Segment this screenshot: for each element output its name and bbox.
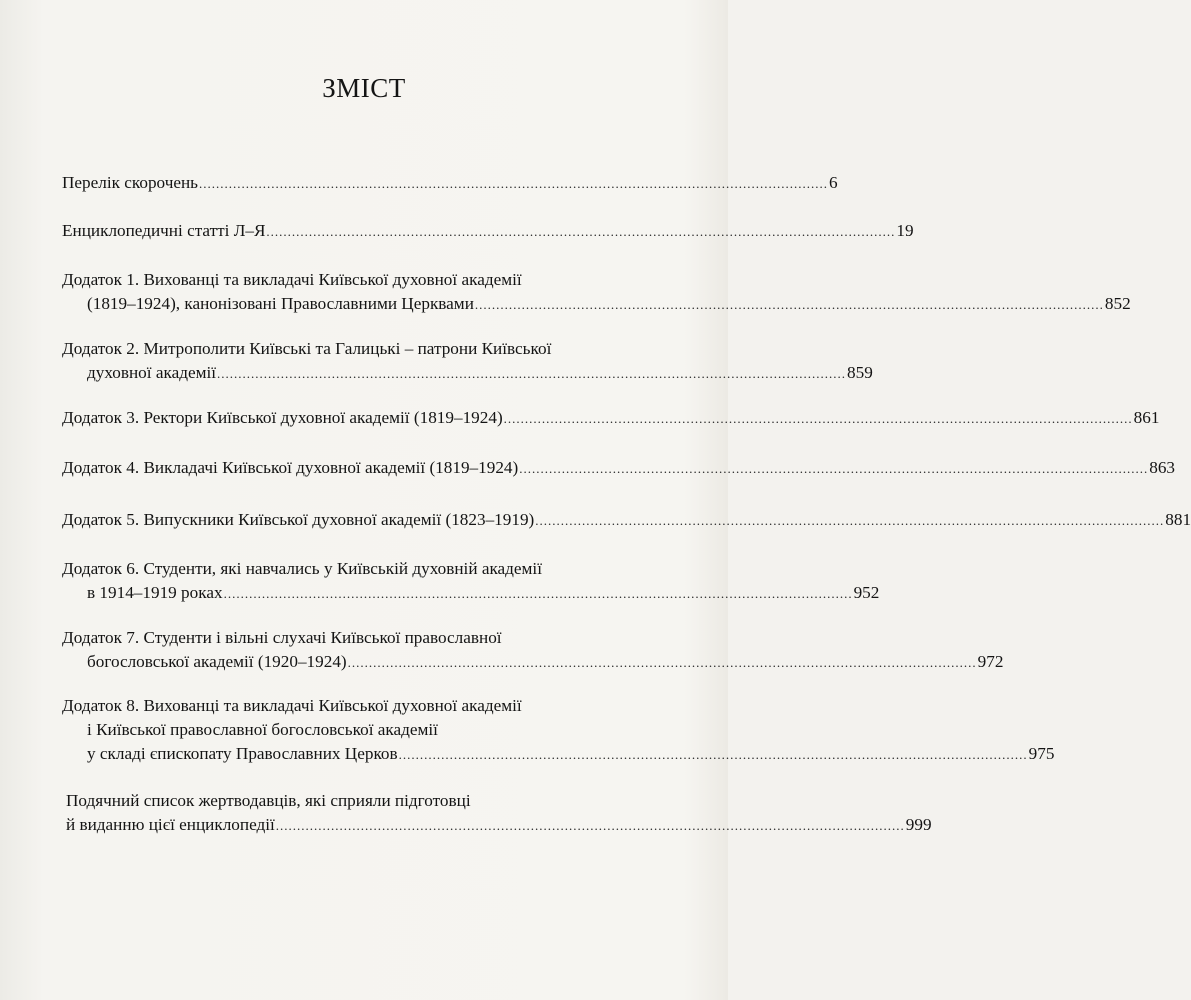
- toc-entry[interactable]: [62, 337, 873, 386]
- toc-entry[interactable]: [66, 789, 932, 838]
- toc-entry-title: в 1914–1919 роках: [87, 583, 223, 602]
- toc-entry-title: Додаток 5. Випускники Київської духовної академії (1823–1919): [62, 510, 535, 529]
- toc-entry[interactable]: [62, 626, 1004, 675]
- toc-entry-title: й виданню цієї енциклопедії: [66, 815, 275, 834]
- dot-leader: ....................................................................................................................................................: [223, 586, 853, 601]
- toc-page-number: 863: [1149, 458, 1176, 477]
- toc-entry[interactable]: [62, 694, 1055, 767]
- toc-entry[interactable]: [62, 219, 914, 244]
- toc-entry-title: богословської академії (1920–1924): [87, 652, 347, 671]
- toc-page-number: 999: [905, 815, 932, 834]
- toc-page-number: 19: [896, 221, 914, 240]
- toc-page-number: 881: [1165, 510, 1191, 529]
- toc-page-number: 952: [853, 583, 880, 602]
- toc-page-number: 861: [1133, 408, 1160, 427]
- page-title: ЗМІСТ: [322, 73, 406, 103]
- toc-entry-title: Енциклопедичні статті Л–Я: [62, 221, 266, 240]
- toc-entry-title: Додаток 4. Викладачі Київської духовної академії (1819–1924): [62, 458, 519, 477]
- toc-entry-title: Додаток 1. Вихованці та викладачі Київської духовної академії: [62, 270, 522, 289]
- toc-entry[interactable]: [62, 406, 1160, 431]
- toc-entry[interactable]: [62, 508, 1191, 533]
- dot-leader: ....................................................................................................................................................: [266, 224, 896, 239]
- toc-entry-title: Додаток 8. Вихованці та викладачі Київської духовної академії: [62, 696, 522, 715]
- toc-entry-title: духовної академії: [87, 363, 216, 382]
- toc-entry-title: Додаток 6. Студенти, які навчались у Київській духовній академії: [62, 559, 542, 578]
- toc-entry-title: Додаток 7. Студенти і вільні слухачі Київської православної: [62, 628, 502, 647]
- dot-leader: ....................................................................................................................................................: [535, 513, 1165, 528]
- toc-entry-title: Додаток 2. Митрополити Київські та Галицькі – патрони Київської: [62, 339, 552, 358]
- dot-leader: ....................................................................................................................................................: [217, 366, 846, 381]
- dot-leader: ....................................................................................................................................................: [347, 655, 977, 670]
- toc-entry[interactable]: [62, 557, 880, 606]
- toc-page-number: 972: [977, 652, 1004, 671]
- toc-entry[interactable]: [62, 268, 1131, 317]
- toc-entry[interactable]: [62, 171, 838, 196]
- dot-leader: ....................................................................................................................................................: [199, 176, 829, 191]
- toc-entry-title: Перелік скорочень: [62, 173, 199, 192]
- toc-page-number: 6: [829, 173, 838, 192]
- toc-entry-title: і Київської православної богословської академії: [87, 720, 438, 739]
- dot-leader: ....................................................................................................................................................: [474, 297, 1104, 312]
- toc-entry-title: у складі єпископату Православних Церков: [87, 744, 398, 763]
- toc-entry-title: Подячний список жертводавців, які сприяли підготовці: [66, 791, 471, 810]
- toc-entry-title: (1819–1924), канонізовані Православними Церквами: [87, 294, 474, 313]
- toc-entry[interactable]: [62, 456, 1176, 481]
- dot-leader: ....................................................................................................................................................: [519, 461, 1149, 476]
- dot-leader: ....................................................................................................................................................: [275, 818, 905, 833]
- toc-page-number: 975: [1028, 744, 1055, 763]
- toc-page-number: 859: [847, 363, 873, 382]
- toc-entry-title: Додаток 3. Ректори Київської духовної академії (1819–1924): [62, 408, 503, 427]
- dot-leader: ....................................................................................................................................................: [503, 411, 1133, 426]
- dot-leader: ....................................................................................................................................................: [398, 747, 1028, 762]
- toc-page-number: 852: [1104, 294, 1131, 313]
